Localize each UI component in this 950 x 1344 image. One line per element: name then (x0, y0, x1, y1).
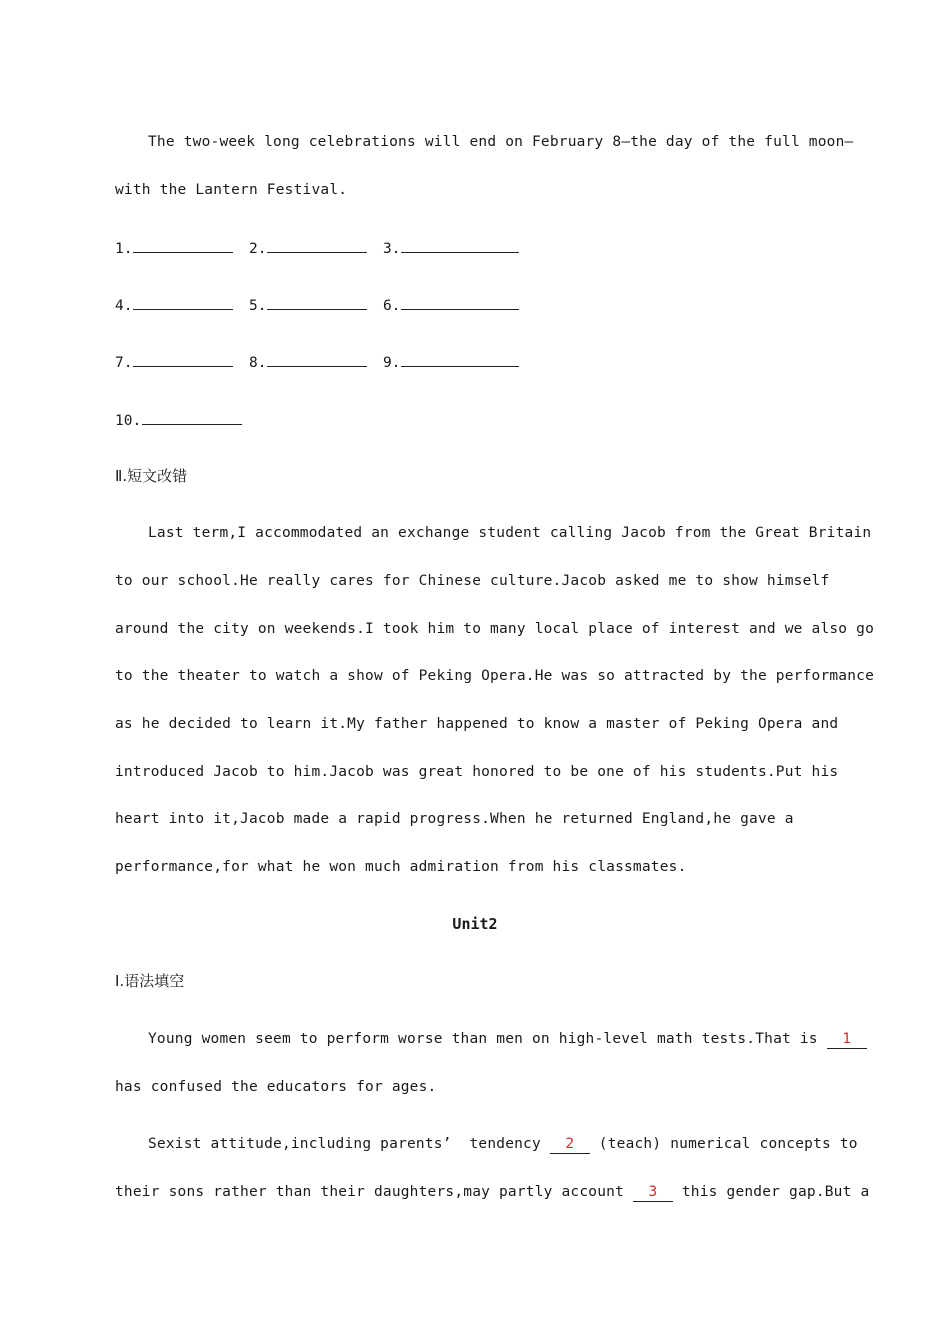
section-heading: Ⅱ.短文改错 (115, 467, 188, 485)
passage-line: as he decided to learn it.My father happened to know a master of Peking Opera and (115, 716, 839, 732)
answer-blank[interactable] (133, 350, 233, 367)
answer-label: 9. (383, 355, 401, 371)
passage-line (115, 1182, 870, 1202)
passage-line: to the theater to watch a show of Peking Opera.He was so attracted by the performance (115, 668, 875, 684)
answer-blank[interactable] (401, 236, 519, 253)
answer-slot-4[interactable] (115, 293, 233, 314)
answer-label: 2. (249, 241, 267, 257)
unit-title: Unit2 (452, 915, 498, 933)
section-heading: Ⅰ.语法填空 (115, 972, 185, 990)
answer-label: 4. (115, 298, 133, 314)
answer-blank[interactable] (142, 408, 242, 425)
passage-line: performance,for what he won much admiration from his classmates. (115, 859, 687, 875)
answer-slot-3[interactable] (383, 236, 519, 257)
answer-slot-8[interactable] (249, 350, 367, 371)
passage-line: heart into it,Jacob made a rapid progress.When he returned England,he gave a (115, 811, 794, 827)
answer-slot-10[interactable] (115, 408, 242, 429)
answer-blank[interactable] (267, 293, 367, 310)
answer-slot-2[interactable] (249, 236, 367, 257)
answer-slot-1[interactable] (115, 236, 233, 257)
gap-blank-1[interactable]: 1 (827, 1031, 867, 1049)
answer-label: 8. (249, 355, 267, 371)
answer-blank[interactable] (401, 350, 519, 367)
answer-slot-9[interactable] (383, 350, 519, 371)
passage-line: introduced Jacob to him.Jacob was great honored to be one of his students.Put his (115, 764, 839, 780)
passage-text: (teach) numerical concepts to (589, 1136, 858, 1152)
passage-line: with the Lantern Festival. (115, 182, 348, 198)
answer-slot-6[interactable] (383, 293, 519, 314)
answer-slot-5[interactable] (249, 293, 367, 314)
gap-blank-3[interactable]: 3 (633, 1184, 673, 1202)
answer-blank[interactable] (133, 236, 233, 253)
passage-line: to our school.He really cares for Chinese culture.Jacob asked me to show himself (115, 573, 830, 589)
passage-line (148, 1029, 852, 1049)
answer-label: 3. (383, 241, 401, 257)
passage-text: their sons rather than their daughters,may partly account (115, 1184, 633, 1200)
passage-text: Sexist attitude,including parents’ tendency (148, 1136, 550, 1152)
passage-line: The two-week long celebrations will end on February 8—the day of the full moon— (148, 134, 854, 150)
answer-label: 6. (383, 298, 401, 314)
passage-text: this gender gap.But a (672, 1184, 870, 1200)
answer-blank[interactable] (401, 293, 519, 310)
passage-text: Young women seem to perform worse than men on high-level math tests.That is (148, 1031, 827, 1047)
answer-label: 1. (115, 241, 133, 257)
passage-line: has confused the educators for ages. (115, 1079, 437, 1095)
answer-blank[interactable] (267, 236, 367, 253)
passage-line (148, 1134, 858, 1154)
passage-line: around the city on weekends.I took him to many local place of interest and we also go (115, 621, 875, 637)
answer-label: 10. (115, 413, 142, 429)
gap-blank-2[interactable]: 2 (550, 1136, 590, 1154)
answer-label: 5. (249, 298, 267, 314)
answer-slot-7[interactable] (115, 350, 233, 371)
passage-line: Last term,I accommodated an exchange student calling Jacob from the Great Britain (148, 525, 872, 541)
answer-label: 7. (115, 355, 133, 371)
answer-blank[interactable] (133, 293, 233, 310)
answer-blank[interactable] (267, 350, 367, 367)
